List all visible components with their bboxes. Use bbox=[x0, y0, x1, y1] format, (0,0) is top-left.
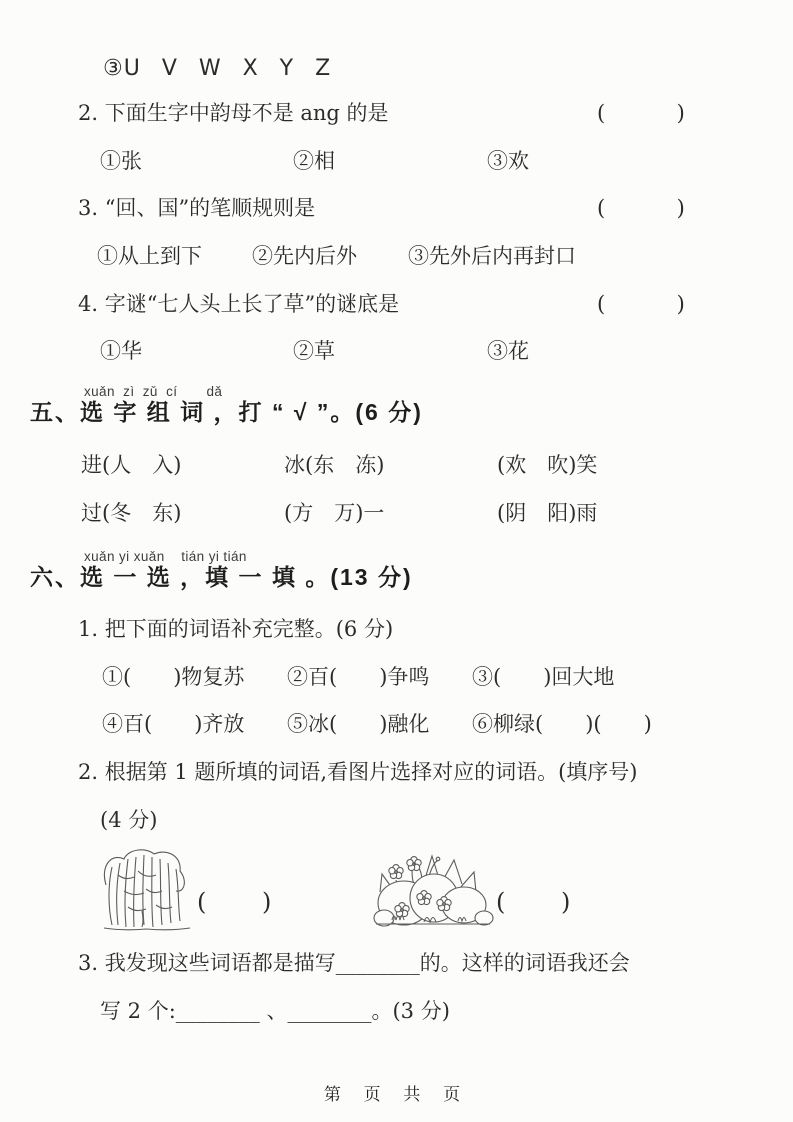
question-3-option-1: ①从上到下 bbox=[97, 244, 202, 268]
word-choice-item: (欢 吹)笑 bbox=[497, 453, 598, 477]
word-choice-item: 进(人 入) bbox=[81, 453, 182, 477]
section-6-heading: 六、选 一 选 ，填 一 填 。(13 分) bbox=[30, 564, 413, 590]
word-choice-item: (方 万)一 bbox=[284, 501, 385, 525]
image-2-answer-parens: ( ) bbox=[496, 888, 571, 916]
fill-word-item: ④百( )齐放 bbox=[102, 712, 245, 736]
sub-question-2-score: (4 分) bbox=[100, 808, 158, 832]
fill-word-item: ⑤冰( )融化 bbox=[287, 712, 430, 736]
image-1-answer-parens: ( ) bbox=[197, 888, 272, 916]
question-3-answer-parens: ( ) bbox=[597, 196, 687, 220]
question-2-text: 2. 下面生字中韵母不是 ang 的是 bbox=[78, 101, 389, 125]
question-4-option-1: ①华 bbox=[100, 339, 142, 363]
sub-question-3-line1: 3. 我发现这些词语都是描写________的。这样的词语我还会 bbox=[78, 951, 630, 975]
fill-word-item: ②百( )争鸣 bbox=[287, 665, 430, 689]
question-3-text: 3. “回、国”的笔顺规则是 bbox=[78, 196, 316, 220]
page-footer: 第 页 共 页 bbox=[323, 1085, 470, 1104]
sub-question-3-line2: 写 2 个:________ 、________。(3 分) bbox=[100, 999, 450, 1023]
sub-question-1-text: 1. 把下面的词语补充完整。(6 分) bbox=[78, 617, 394, 641]
question-2-option-2: ②相 bbox=[293, 149, 335, 173]
word-choice-item: 冰(东 冻) bbox=[284, 453, 385, 477]
word-choice-item: 过(冬 东) bbox=[81, 501, 182, 525]
section-5-pinyin: xuǎn zì zǔ cí dǎ bbox=[84, 384, 223, 399]
section-6-pinyin: xuǎn yi xuǎn tián yi tián bbox=[84, 549, 247, 564]
willow-tree-image bbox=[98, 845, 194, 931]
question-2-option-1: ①张 bbox=[100, 149, 142, 173]
question-2-answer-parens: ( ) bbox=[597, 101, 687, 125]
question-4-text: 4. 字谜“七人头上长了草”的谜底是 bbox=[78, 292, 400, 316]
fill-word-item: ③( )回大地 bbox=[472, 665, 615, 689]
question-2-option-3: ③欢 bbox=[487, 149, 529, 173]
question-4-answer-parens: ( ) bbox=[597, 292, 687, 316]
fill-word-item: ①( )物复苏 bbox=[102, 665, 245, 689]
question-3-option-3: ③先外后内再封口 bbox=[408, 244, 576, 268]
fill-word-item: ⑥柳绿( )( ) bbox=[472, 712, 652, 736]
question-4-option-2: ②草 bbox=[293, 339, 335, 363]
section-5-heading: 五、选 字 组 词 ，打 “ √ ”。(6 分) bbox=[30, 399, 423, 425]
question-3-option-2: ②先内后外 bbox=[252, 244, 357, 268]
option-line-uvwxyz: ③U V W X Y Z bbox=[103, 56, 332, 81]
flower-bush-image bbox=[372, 848, 494, 928]
question-4-option-3: ③花 bbox=[487, 339, 529, 363]
sub-question-2-text: 2. 根据第 1 题所填的词语,看图片选择对应的词语。(填序号) bbox=[78, 760, 638, 784]
word-choice-item: (阴 阳)雨 bbox=[497, 501, 598, 525]
